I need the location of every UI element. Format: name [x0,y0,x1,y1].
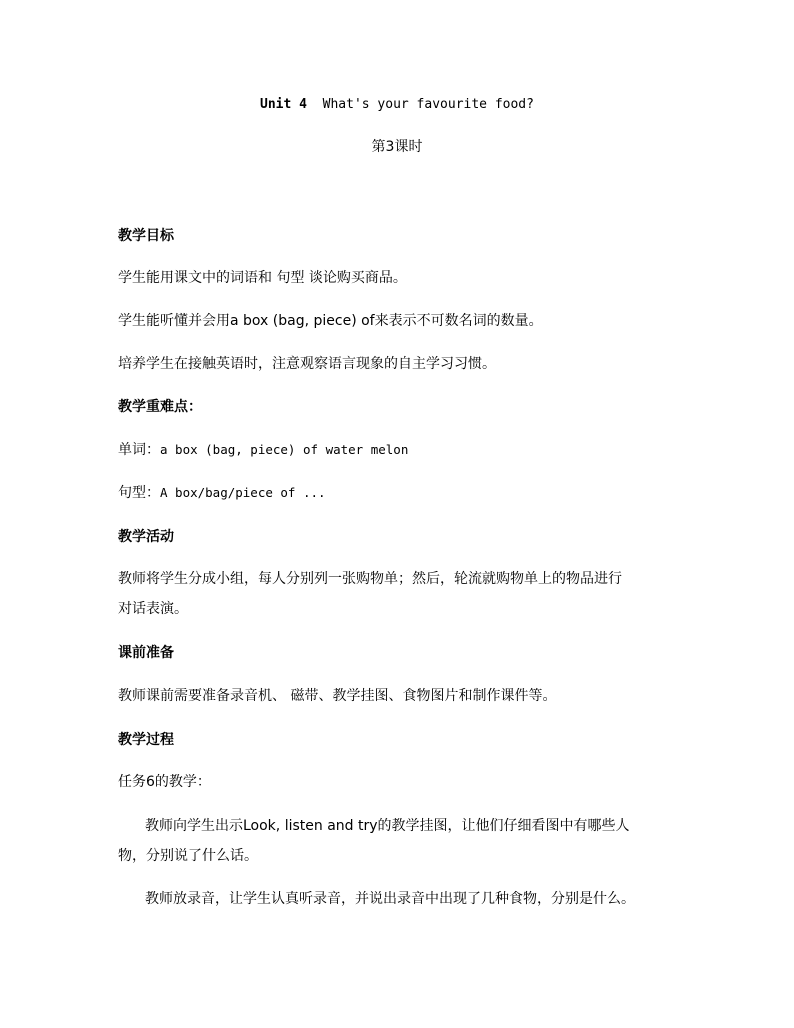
sentence-pattern-line [118,483,326,503]
activity-text-line: 对话表演。 [118,601,188,617]
task-label: 任务6的教学： [118,774,211,790]
sentence-pattern-text: A box/bag/piece of ... [160,485,326,500]
vocabulary-text: a box (bag, piece) of water melon [160,442,409,457]
key-points-heading: 教学重难点： [118,399,202,415]
activity-text-line: 教师将学生分成小组，每人分别列一张购物单；然后，轮流就购物单上的物品进行 [118,571,622,587]
unit-question: What's your favourite food? [322,97,534,112]
preparation-heading: 课前准备 [118,645,174,661]
document-title [0,95,794,115]
process-step-line: 教师向学生出示Look, listen and try的教学挂图，让他们仔细看图中有哪些人 [145,818,630,834]
process-step-line: 物，分别说了什么话。 [118,848,258,864]
objective-item: 培养学生在接触英语时，注意观察语言现象的自主学习习惯。 [118,356,496,372]
process-heading: 教学过程 [118,732,174,748]
objective-item: 学生能听懂并会用a box (bag, piece) of来表示不可数名词的数量。 [118,313,543,329]
vocabulary-label: 单词： [118,442,160,458]
objective-item: 学生能用课文中的词语和 句型 谈论购买商品。 [118,270,407,286]
unit-label: Unit 4 [260,97,307,112]
lesson-number: 第3课时 [371,139,423,155]
activity-heading: 教学活动 [118,529,174,545]
preparation-text: 教师课前需要准备录音机、 磁带、教学挂图、食物图片和制作课件等。 [118,688,557,704]
process-step-line: 教师放录音，让学生认真听录音，并说出录音中出现了几种食物，分别是什么。 [145,891,635,907]
objectives-heading: 教学目标 [118,228,174,244]
sentence-pattern-label: 句型： [118,485,160,501]
vocabulary-line [118,440,408,460]
